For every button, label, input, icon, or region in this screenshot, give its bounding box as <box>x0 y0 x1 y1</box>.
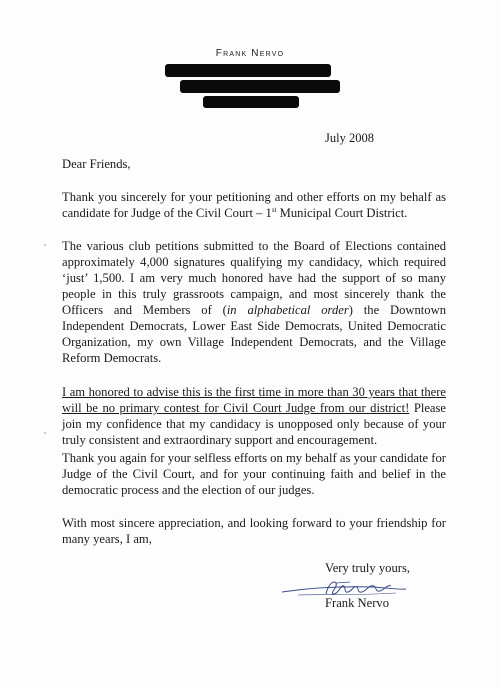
paragraph-thanks-again <box>62 450 446 498</box>
ordinal-superscript: st <box>271 205 277 214</box>
paragraph-petitions-part-b: ) the Downtown Independent Democrats, Lower East Side Democrats, United Democratic Organization, my own Village Independent Democrats, and the Village Reform Democrats. <box>62 303 446 365</box>
redacted-address-line-2 <box>180 80 340 93</box>
paragraph-appreciation <box>62 515 446 547</box>
paragraph-thanks-text <box>62 189 446 221</box>
closing-line: Very truly yours, <box>325 561 410 575</box>
paragraph-thanks-part-b: Municipal Court District. <box>276 206 408 220</box>
paragraph-unopposed-part-b: Please join my confidence that my candidacy is unopposed only because of your truly consistent and extraordinary support and encouragement. <box>62 401 446 447</box>
paragraph-petitions-text <box>62 238 446 366</box>
paragraph-unopposed <box>62 384 446 448</box>
paragraph-petitions-part-a: The various club petitions submitted to the Board of Elections contained approximately 4,000 signatures qualifying my candidacy, which required ‘just’ 1,500. I am very much honored have had the support of so many people in this truly grassroots campaign, and most sincerely thank the Officers and Members of ( <box>62 239 446 317</box>
paper-speck <box>44 244 46 246</box>
salutation <box>62 156 446 172</box>
letter-date: July 2008 <box>325 131 374 145</box>
paragraph-unopposed-underlined: I am honored to advise this is the first time in more than 30 years that there will be no primary contest for Civil Court Judge from our district! <box>62 385 446 415</box>
paragraph-thanks-part-a: Thank you sincerely for your petitioning and other efforts on my behalf as candidate for Judge of the Civil Court – 1 <box>62 190 446 220</box>
redacted-address-line-1 <box>165 64 331 77</box>
letterhead-name: Frank Nervo <box>215 48 285 59</box>
paragraph-thanks-again-text: Thank you again for your selfless efforts on my behalf as your candidate for Judge of the Civil Court, and for your continuing faith and belief in the democratic process and the election of our judges. <box>62 451 446 497</box>
paragraph-petitions-italic: in alphabetical order <box>226 303 349 317</box>
paragraph-petitions <box>62 238 446 366</box>
salutation-text: Dear Friends, <box>62 157 131 171</box>
paper-speck <box>44 432 46 434</box>
paragraph-thanks <box>62 189 446 221</box>
paragraph-appreciation-text: With most sincere appreciation, and looking forward to your friendship for many years, I am, <box>62 516 446 546</box>
redacted-address-line-3 <box>203 96 299 108</box>
paragraph-unopposed-text <box>62 384 446 448</box>
signed-name: Frank Nervo <box>325 596 390 610</box>
